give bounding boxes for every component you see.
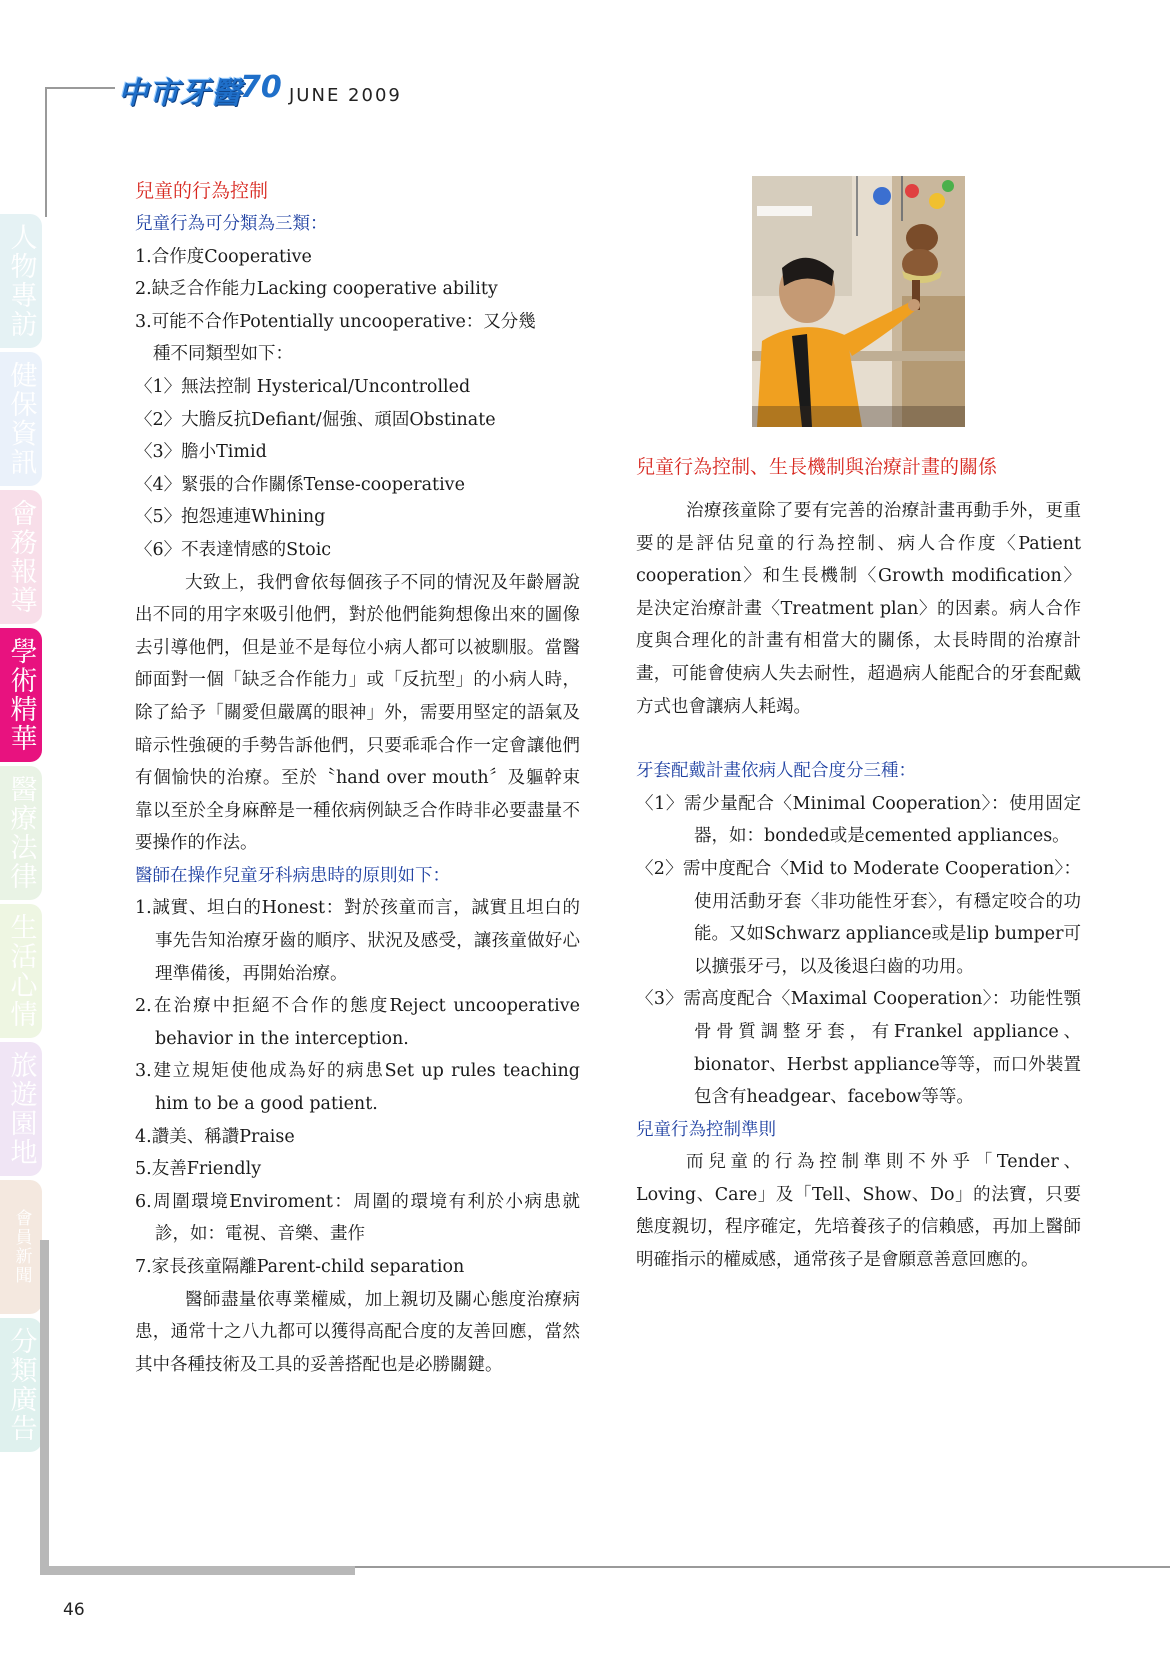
bottom-frame-left bbox=[40, 1240, 49, 1575]
section-tab-label: 生活心情 bbox=[5, 913, 37, 1029]
type-item: 〈5〉抱怨連連Whining bbox=[135, 507, 326, 528]
type-item: 〈1〉無法控制 Hysterical/Uncontrolled bbox=[135, 376, 471, 397]
right-column bbox=[636, 451, 1081, 1277]
bottom-frame-line bbox=[355, 1566, 1170, 1568]
principle-item: 2.在治療中拒絕不合作的態度Reject uncooperative behavior in the interception. bbox=[135, 996, 580, 1049]
section-tab[interactable] bbox=[0, 490, 42, 624]
subheading-appliance-plan: 牙套配戴計畫依病人配合度分三種： bbox=[636, 761, 916, 782]
type-item: 〈6〉不表達情感的Stoic bbox=[135, 539, 332, 560]
section-tab-label: 會務報導 bbox=[5, 499, 37, 615]
subheading-principles: 醫師在操作兒童牙科病患時的原則如下： bbox=[135, 865, 450, 886]
section-tab[interactable] bbox=[0, 1180, 42, 1314]
principle-item: 1.誠實、坦白的Honest：對於孩童而言，誠實且坦白的事先告知治療牙齒的順序、狀況及感受，讓孩童做好心理準備後，再開始治療。 bbox=[135, 898, 580, 984]
section-tab[interactable] bbox=[0, 352, 42, 486]
type-item: 〈4〉緊張的合作關係Tense-cooperative bbox=[135, 474, 465, 495]
category-item: 1.合作度Cooperative bbox=[135, 246, 312, 267]
child-dental-photo bbox=[752, 176, 965, 427]
principle-item: 7.家長孩童隔離Parent-child separation bbox=[135, 1257, 465, 1277]
principle-item: 4.讚美、稱讚Praise bbox=[135, 1126, 295, 1147]
principle-item: 6.周圍環境Enviroment：周圍的環境有利於小病患就診，如：電視、音樂、畫作 bbox=[135, 1191, 580, 1245]
section-tab-label: 醫療法律 bbox=[5, 775, 37, 891]
body-paragraph: 而兒童的行為控制準則不外乎「Tender、Loving、Care」及「Tell、Show、Do」的法寶，只要態度親切，程序確定，先培養孩子的信賴感，再加上醫師明確指示的權威感，通常孩子是會願意善意回應的。 bbox=[636, 1152, 1081, 1271]
section-tab[interactable] bbox=[0, 904, 42, 1038]
section-tab[interactable] bbox=[0, 1318, 42, 1452]
section-tab-label: 分類廣告 bbox=[5, 1327, 37, 1443]
photo-illustration bbox=[752, 176, 965, 427]
category-item: 2.缺乏合作能力Lacking cooperative ability bbox=[135, 279, 498, 300]
section-tab[interactable] bbox=[0, 766, 42, 900]
page-number: 46 bbox=[63, 1600, 85, 1620]
subheading-behavior-guidelines: 兒童行為控制準則 bbox=[636, 1119, 776, 1140]
type-item: 〈3〉膽小Timid bbox=[135, 442, 267, 463]
issue-date: JUNE 2009 bbox=[289, 85, 402, 106]
bottom-frame-bar bbox=[40, 1566, 355, 1575]
subheading-categories: 兒童行為可分類為三類： bbox=[135, 214, 328, 234]
type-item: 〈2〉大膽反抗Defiant/倔強、頑固Obstinate bbox=[135, 409, 496, 430]
section-tab[interactable] bbox=[0, 1042, 42, 1176]
section-tab[interactable] bbox=[0, 628, 42, 762]
body-paragraph: 醫師盡量依專業權威，加上親切及關心態度治療病患，通常十之八九都可以獲得高配合度的友善回應，當然其中各種技術及工具的妥善搭配也是必勝關鍵。 bbox=[135, 1289, 580, 1375]
section-heading: 兒童行為控制、生長機制與治療計畫的關係 bbox=[636, 456, 998, 478]
section-heading: 兒童的行為控制 bbox=[135, 180, 269, 202]
principle-item: 3.建立規矩使他成為好的病患Set up rules teaching him to be a good patient. bbox=[135, 1061, 580, 1115]
cooperation-level-item: 〈2〉需中度配合〈Mid to Moderate Cooperation〉：使用活動牙套〈非功能性牙套〉，有穩定咬合的功能。又如Schwarz appliance或是lip bumper可以擴張牙弓，以及後退臼齒的功用。 bbox=[636, 858, 1081, 977]
principle-item: 5.友善Friendly bbox=[135, 1159, 262, 1180]
section-tab-label: 健保資訊 bbox=[5, 361, 37, 477]
section-tab-label: 學術精華 bbox=[5, 637, 37, 753]
body-paragraph: 治療孩童除了要有完善的治療計畫再動手外，更重要的是評估兒童的行為控制、病人合作度〈Patient cooperation〉和生長機制〈Growth modification〉是決定治療計畫〈Treatment plan〉的因素。病人合作度與合理化的計畫有相當大的關係，太長時間的治療計畫，可能會使病人失去耐性，超過病人能配合的牙套配戴方式也會讓病人耗竭。 bbox=[636, 501, 1081, 717]
category-item-continued: 種不同類型如下： bbox=[153, 344, 293, 365]
magazine-logo: 中市牙醫 bbox=[118, 76, 242, 111]
cooperation-level-item: 〈1〉需少量配合〈Minimal Cooperation〉：使用固定器，如：bonded或是cemented appliances。 bbox=[636, 793, 1081, 847]
section-tab-label: 會員新聞 bbox=[11, 1209, 32, 1285]
category-item: 3.可能不合作Potentially uncooperative：又分幾 bbox=[135, 311, 536, 332]
left-frame-line bbox=[45, 87, 47, 217]
section-tab-label: 旅遊園地 bbox=[5, 1051, 37, 1167]
section-tab[interactable] bbox=[0, 214, 42, 348]
body-paragraph: 大致上，我們會依每個孩子不同的情況及年齡層說出不同的用字來吸引他們，對於他們能夠想像出來的圖像去引導他們，但是並不是每位小病人都可以被馴服。當醫師面對一個「缺乏合作能力」或「反抗型」的小病人時，除了給予「關愛但嚴厲的眼神」外，需要用堅定的語氣及暗示性強硬的手勢告訴他們，只要乖乖合作一定會讓他們有個愉快的治療。至於〝hand over mouth〞及軀幹束靠以至於全身麻醉是一種依病例缺乏合作時非必要盡量不要操作的作法。 bbox=[135, 572, 580, 854]
section-tab-label: 人物專訪 bbox=[5, 223, 37, 339]
cooperation-level-item: 〈3〉需高度配合〈Maximal Cooperation〉：功能性顎骨骨質調整牙套，有Frankel appliance、bionator、Herbst appliance等等，而口外裝置包含有headgear、facebow等等。 bbox=[636, 989, 1081, 1108]
left-column bbox=[135, 174, 580, 1381]
header-frame-line bbox=[45, 87, 115, 89]
issue-number: 70 bbox=[240, 70, 282, 105]
